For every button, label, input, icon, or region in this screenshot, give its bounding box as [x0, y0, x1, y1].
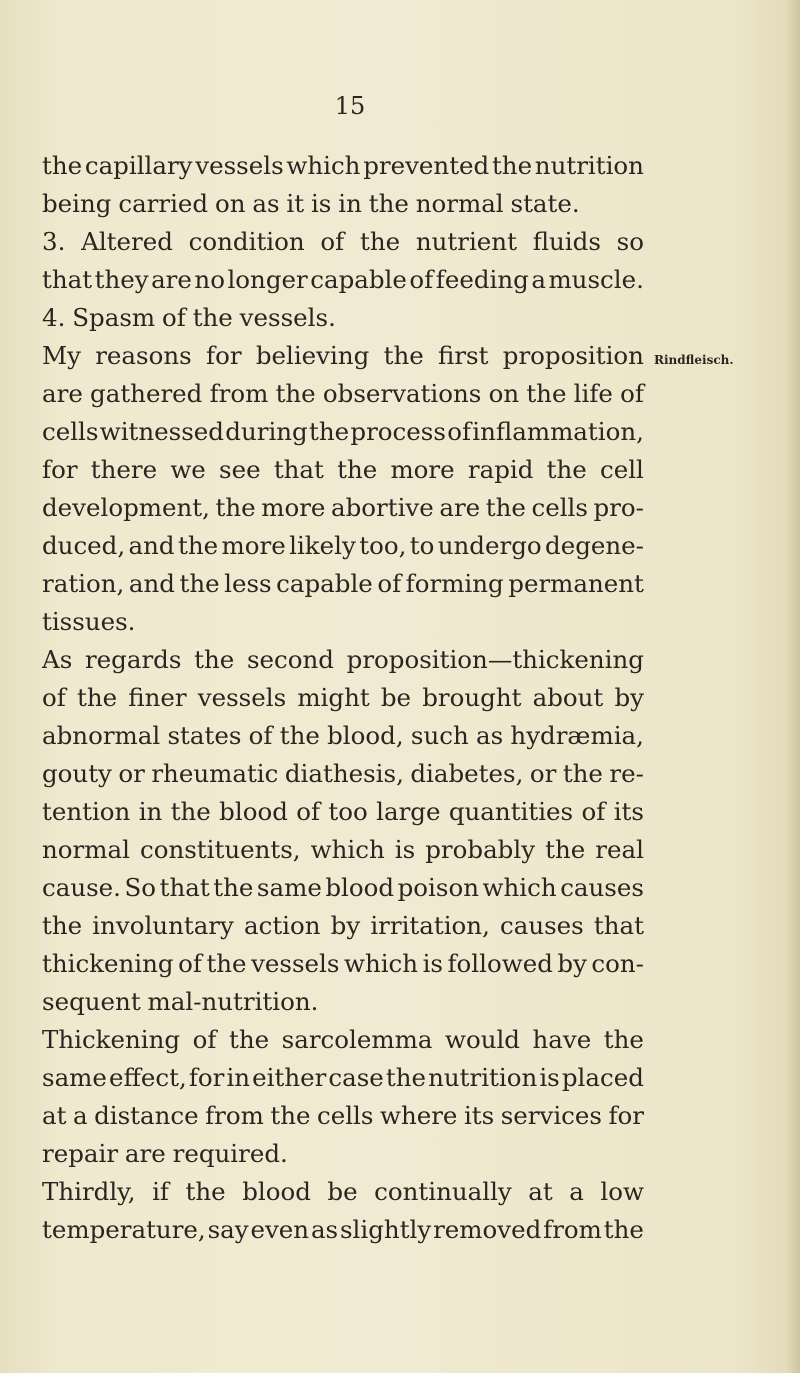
word: is: [539, 1063, 560, 1092]
word: quantities: [448, 797, 574, 826]
word: diabetes,: [410, 759, 524, 788]
word: of: [248, 721, 273, 750]
word: blood: [219, 797, 288, 826]
text-line: [42, 793, 644, 831]
word: would: [444, 1025, 520, 1054]
word: be: [380, 683, 412, 712]
word: if: [152, 1177, 169, 1206]
word: gathered: [90, 379, 203, 408]
word: As: [42, 645, 73, 674]
word: the: [546, 455, 587, 484]
word: that: [273, 455, 324, 484]
word: blood: [242, 1177, 311, 1206]
text-line: [42, 337, 644, 375]
word: undergo: [437, 531, 542, 560]
word: involuntary: [92, 911, 234, 940]
text-line: [42, 1173, 644, 1211]
text-line: [42, 907, 644, 945]
word: forming: [405, 569, 504, 598]
word: from: [543, 1215, 602, 1244]
word: that: [159, 873, 210, 902]
word: vessels: [197, 683, 287, 712]
word: the: [213, 873, 254, 902]
margin-note: Rindfleisch.: [654, 353, 734, 367]
word: carried: [118, 189, 209, 218]
text-line: [42, 527, 644, 565]
word: have: [532, 1025, 592, 1054]
word: the: [603, 1215, 644, 1244]
word: which: [286, 151, 361, 180]
word: too,: [359, 531, 407, 560]
word: a: [569, 1177, 584, 1206]
word: from: [205, 1101, 264, 1130]
word: re-: [609, 759, 644, 788]
word: tissues.: [42, 607, 136, 636]
word: the: [383, 341, 424, 370]
word: might: [297, 683, 370, 712]
word: the: [359, 227, 401, 256]
word: the: [385, 1063, 427, 1092]
word: the: [545, 835, 586, 864]
word: of: [377, 569, 402, 598]
word: are: [124, 1139, 166, 1168]
word: regards: [84, 645, 182, 674]
word: at: [42, 1101, 67, 1130]
text-line: [42, 1021, 644, 1059]
word: pro-: [593, 493, 644, 522]
word: by: [614, 683, 644, 712]
word: followed: [447, 949, 553, 978]
word: of: [192, 1025, 217, 1054]
text-line: [42, 983, 644, 1021]
word: of: [409, 265, 434, 294]
word: they: [94, 265, 149, 294]
word: placed: [561, 1063, 644, 1092]
word: the: [206, 949, 247, 978]
word: there: [90, 455, 158, 484]
word: to: [409, 531, 435, 560]
word: the: [178, 531, 219, 560]
word: probably: [425, 835, 536, 864]
word: effect,: [109, 1063, 187, 1092]
word: So: [124, 873, 157, 902]
text-line: [42, 565, 644, 603]
word: that: [593, 911, 644, 940]
word: witnessed: [99, 417, 224, 446]
text-line: [42, 451, 644, 489]
word: abnormal: [42, 721, 161, 750]
text-line: [42, 147, 644, 185]
word: degene-: [545, 531, 644, 560]
word: the: [485, 493, 526, 522]
word: mal-nutrition.: [147, 987, 319, 1016]
word: the: [76, 683, 118, 712]
word: is: [394, 835, 416, 864]
word: from: [209, 379, 269, 408]
word: removed: [433, 1215, 542, 1244]
word: cells: [317, 1101, 374, 1130]
word: cause.: [42, 873, 121, 902]
word: as: [475, 721, 504, 750]
word: finer: [128, 683, 187, 712]
word: My: [42, 341, 81, 370]
text-line: [42, 869, 644, 907]
word: normal: [42, 835, 130, 864]
word: life: [573, 379, 613, 408]
word: cells: [42, 417, 99, 446]
word: capable: [310, 265, 407, 294]
word: capillary: [84, 151, 193, 180]
word: the: [192, 303, 233, 332]
word: continually: [374, 1177, 512, 1206]
word: the: [185, 1177, 226, 1206]
word: for: [608, 1101, 644, 1130]
text-line: [42, 641, 644, 679]
word: states: [167, 721, 242, 750]
word: sarcolemma: [281, 1025, 433, 1054]
word: real: [595, 835, 644, 864]
word: brought: [422, 683, 522, 712]
word: the: [215, 493, 256, 522]
word: believing: [255, 341, 370, 370]
word: reasons: [95, 341, 192, 370]
word: temperature,: [42, 1215, 206, 1244]
text-line: [42, 413, 644, 451]
word: as: [252, 189, 280, 218]
word: blood: [325, 873, 395, 902]
word: be: [327, 1177, 358, 1206]
word: are: [42, 379, 83, 408]
word: services: [500, 1101, 602, 1130]
text-line: [42, 299, 644, 337]
word: vessels: [195, 151, 284, 180]
word: of: [320, 227, 345, 256]
text-line: [42, 1135, 644, 1173]
word: where: [379, 1101, 458, 1130]
word: a: [72, 1101, 88, 1130]
page-number: 15: [334, 92, 366, 120]
word: case: [328, 1063, 384, 1092]
word: thickening: [42, 949, 174, 978]
word: prevented: [363, 151, 490, 180]
word: in: [226, 1063, 251, 1092]
word: is: [310, 189, 332, 218]
word: of: [42, 683, 66, 712]
word: the: [309, 417, 350, 446]
word: process: [350, 417, 446, 446]
word: of: [581, 797, 606, 826]
word: hydræmia,: [510, 721, 644, 750]
word: Thickening: [42, 1025, 181, 1054]
word: the: [562, 759, 603, 788]
word: the: [526, 379, 567, 408]
word: poison: [397, 873, 479, 902]
word: muscle.: [548, 265, 644, 294]
word: more: [390, 455, 455, 484]
word: the: [170, 797, 211, 826]
word: vessels: [251, 949, 340, 978]
text-line: [42, 717, 644, 755]
word: low: [600, 1177, 644, 1206]
text-line: [42, 831, 644, 869]
word: no: [194, 265, 225, 294]
word: as: [310, 1215, 339, 1244]
word: condition: [188, 227, 305, 256]
text-line: [42, 755, 644, 793]
word: proposition—thickening: [346, 645, 644, 674]
word: con-: [591, 949, 644, 978]
word: by: [557, 949, 587, 978]
text-line: [42, 1059, 644, 1097]
word: and: [128, 531, 175, 560]
word: development,: [42, 493, 210, 522]
word: capable: [276, 569, 373, 598]
word: the: [270, 1101, 311, 1130]
word: proposition: [502, 341, 644, 370]
word: in: [138, 797, 163, 826]
word: say: [207, 1215, 249, 1244]
word: see: [219, 455, 261, 484]
word: sequent: [42, 987, 141, 1016]
word: the: [42, 151, 83, 180]
word: state.: [510, 189, 580, 218]
word: of: [447, 417, 472, 446]
word: either: [252, 1063, 327, 1092]
word: likely: [289, 531, 356, 560]
word: irritation,: [370, 911, 490, 940]
word: for: [42, 455, 78, 484]
text-line: [42, 945, 644, 983]
word: such: [410, 721, 469, 750]
word: fluids: [532, 227, 601, 256]
text-line: [42, 679, 644, 717]
word: the: [275, 379, 316, 408]
word: the: [603, 1025, 644, 1054]
word: large: [376, 797, 441, 826]
word: too: [328, 797, 368, 826]
word: at: [528, 1177, 553, 1206]
word: by: [330, 911, 361, 940]
word: which: [482, 873, 557, 902]
text-line: [42, 375, 644, 413]
word: so: [616, 227, 644, 256]
word: diathesis,: [284, 759, 404, 788]
text-line: [42, 261, 644, 299]
word: the: [337, 455, 378, 484]
word: required.: [172, 1139, 288, 1168]
word: about: [532, 683, 604, 712]
word: nutrient: [415, 227, 517, 256]
word: distance: [94, 1101, 199, 1130]
word: in: [338, 189, 362, 218]
word: its: [613, 797, 644, 826]
word: or: [118, 759, 145, 788]
word: permanent: [508, 569, 644, 598]
word: inflammation,: [472, 417, 644, 446]
word: which: [343, 949, 419, 978]
word: Thirdly,: [42, 1177, 136, 1206]
word: nutrition: [534, 151, 644, 180]
word: of: [162, 303, 186, 332]
word: the: [179, 569, 220, 598]
word: and: [128, 569, 175, 598]
word: cell: [599, 455, 644, 484]
word: of: [620, 379, 644, 408]
word: it: [286, 189, 305, 218]
word: duced,: [42, 531, 126, 560]
word: the: [279, 721, 320, 750]
word: same: [256, 873, 322, 902]
word: constituents,: [139, 835, 301, 864]
text-line: [42, 489, 644, 527]
word: or: [529, 759, 557, 788]
word: Spasm: [72, 303, 156, 332]
word: Altered: [81, 227, 173, 256]
word: less: [224, 569, 272, 598]
word: the: [229, 1025, 270, 1054]
word: on: [214, 189, 246, 218]
text-line: [42, 1211, 644, 1249]
word: the: [42, 911, 83, 940]
word: more: [221, 531, 286, 560]
word: that: [42, 265, 93, 294]
word: is: [422, 949, 443, 978]
word: same: [42, 1063, 107, 1092]
word: of: [296, 797, 321, 826]
text-line: [42, 223, 644, 261]
word: are: [151, 265, 192, 294]
word: observations: [322, 379, 482, 408]
word: feeding: [435, 265, 529, 294]
body-text: [42, 147, 644, 1249]
word: which: [310, 835, 385, 864]
word: rheumatic: [151, 759, 279, 788]
word: a: [531, 265, 546, 294]
word: 4.: [42, 303, 66, 332]
word: nutrition: [428, 1063, 538, 1092]
text-line: [42, 603, 644, 641]
word: gouty: [42, 759, 112, 788]
text-line: [42, 185, 644, 223]
word: more: [261, 493, 326, 522]
word: the: [368, 189, 409, 218]
word: its: [463, 1101, 495, 1130]
word: 3.: [42, 227, 66, 256]
word: the: [491, 151, 533, 180]
word: are: [439, 493, 481, 522]
word: even: [250, 1215, 310, 1244]
word: being: [42, 189, 112, 218]
word: ration,: [42, 569, 125, 598]
text-line: [42, 1097, 644, 1135]
word: abortive: [331, 493, 434, 522]
word: first: [438, 341, 489, 370]
word: longer: [227, 265, 308, 294]
word: cells: [531, 493, 588, 522]
page-edge-shadow: [786, 0, 800, 1373]
word: second: [246, 645, 334, 674]
word: vessels.: [239, 303, 336, 332]
word: normal: [415, 189, 504, 218]
word: we: [170, 455, 206, 484]
word: the: [194, 645, 235, 674]
word: for: [206, 341, 242, 370]
word: blood,: [327, 721, 404, 750]
word: causes: [499, 911, 584, 940]
word: action: [243, 911, 321, 940]
word: of: [178, 949, 202, 978]
word: repair: [42, 1139, 119, 1168]
word: tention: [42, 797, 131, 826]
word: during: [225, 417, 308, 446]
word: on: [488, 379, 520, 408]
word: for: [188, 1063, 225, 1092]
word: causes: [560, 873, 644, 902]
word: rapid: [467, 455, 534, 484]
word: slightly: [339, 1215, 432, 1244]
